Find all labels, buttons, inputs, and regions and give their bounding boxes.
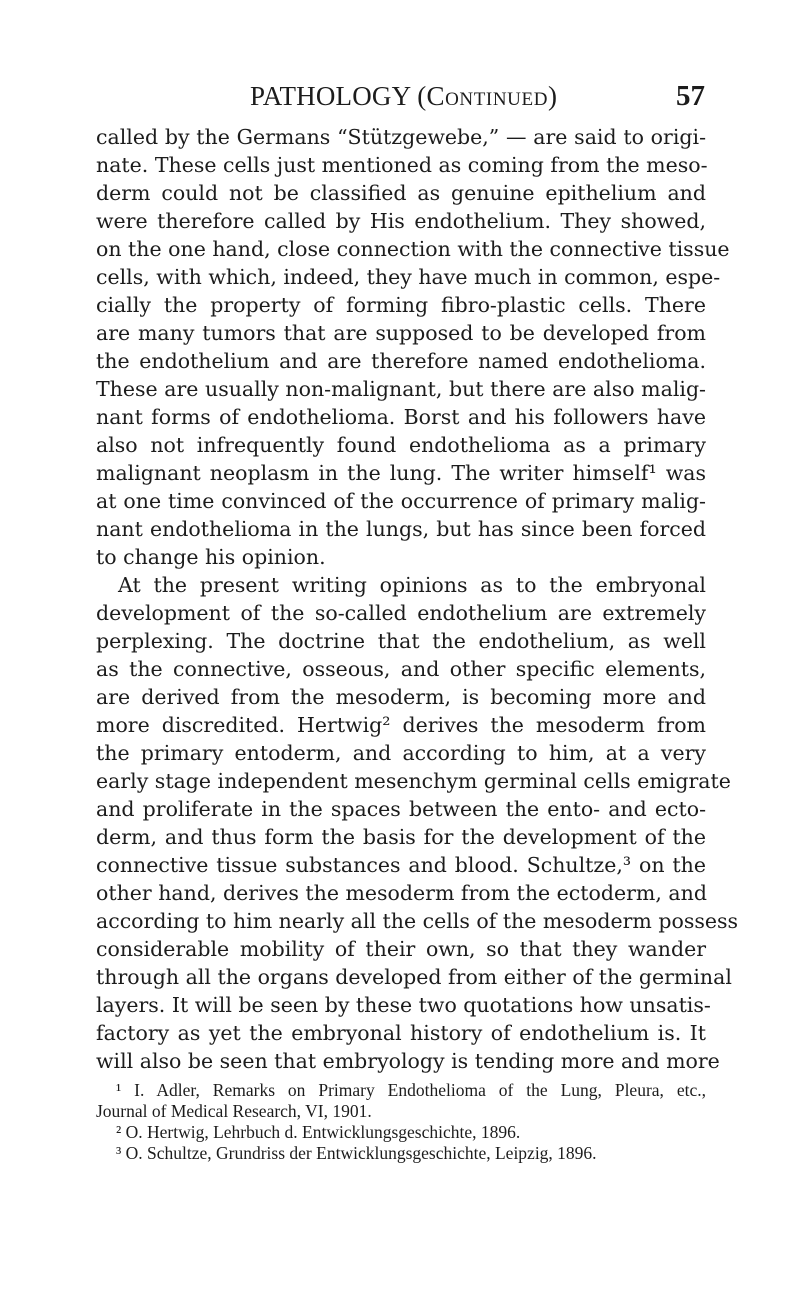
paragraph-start-line: At the present writing opinions as to the embryonal (118, 573, 706, 597)
page-number: 57 (676, 80, 705, 112)
text-line: connective tissue substances and blood. Schultze,³ on the (96, 853, 706, 877)
footnote-1: ¹ I. Adler, Remarks on Primary Endothelioma of the Lung, Pleura, etc., (116, 1080, 706, 1100)
text-line: nant forms of endothelioma. Borst and his followers have (96, 405, 706, 429)
text-line: cells, with which, indeed, they have much in common, espe- (96, 265, 721, 289)
footnote-1-continued: Journal of Medical Research, VI, 1901. (96, 1101, 372, 1121)
running-title-close: ) (548, 81, 558, 111)
text-line: considerable mobility of their own, so that they wander (96, 937, 706, 961)
text-line: factory as yet the embryonal history of endothelium is. It (96, 1021, 706, 1045)
text-line: are derived from the mesoderm, is becoming more and (96, 685, 706, 709)
text-line: at one time convinced of the occurrence of primary malig- (96, 489, 706, 513)
text-line: more discredited. Hertwig² derives the mesoderm from (96, 713, 706, 737)
footnotes (96, 1080, 706, 1164)
text-line: through all the organs developed from either of the germinal (96, 965, 732, 989)
text-line: malignant neoplasm in the lung. The writer himself¹ was (96, 461, 706, 485)
running-title-main: PATHOLOGY ( (250, 81, 427, 111)
running-title (250, 78, 557, 114)
paragraph-end-line: to change his opinion. (96, 545, 326, 569)
text-line: also not infrequently found endothelioma as a primary (96, 433, 706, 457)
text-line: nate. These cells just mentioned as coming from the meso- (96, 153, 708, 177)
text-line: derm could not be classified as genuine epithelium and (96, 181, 706, 205)
text-line: These are usually non-malignant, but there are also malig- (96, 377, 706, 401)
text-line: other hand, derives the mesoderm from the ectoderm, and (96, 881, 707, 905)
text-line: layers. It will be seen by these two quotations how unsatis- (96, 993, 711, 1017)
footnote-2: ² O. Hertwig, Lehrbuch d. Entwicklungsgeschichte, 1896. (116, 1122, 521, 1142)
text-line: according to him nearly all the cells of the mesoderm possess (96, 909, 739, 933)
text-line: on the one hand, close connection with the connective tissue (96, 237, 730, 261)
text-line: as the connective, osseous, and other specific elements, (96, 657, 706, 681)
text-line: early stage independent mesenchym germinal cells emigrate (96, 769, 731, 793)
text-line: nant endothelioma in the lungs, but has since been forced (96, 517, 706, 541)
text-line: development of the so-called endothelium are extremely (96, 601, 706, 625)
text-line: called by the Germans “Stützgewebe,” — are said to origi- (96, 125, 706, 149)
text-line: and proliferate in the spaces between the ento- and ecto- (96, 797, 706, 821)
text-line: are many tumors that are supposed to be developed from (96, 321, 706, 345)
text-line: derm, and thus form the basis for the development of the (96, 825, 706, 849)
text-line: cially the property of forming fibro-plastic cells. There (96, 293, 706, 317)
text-line: the endothelium and are therefore named endothelioma. (96, 349, 706, 373)
text-line: will also be seen that embryology is tending more and more (96, 1049, 720, 1073)
text-line: the primary entoderm, and according to him, at a very (96, 741, 706, 765)
running-title-continued: Continued (426, 81, 549, 111)
footnote-3: ³ O. Schultze, Grundriss der Entwicklungsgeschichte, Leipzig, 1896. (116, 1143, 597, 1163)
text-line: were therefore called by His endothelium. They showed, (96, 209, 706, 233)
body-text (96, 123, 739, 1075)
text-line: perplexing. The doctrine that the endothelium, as well (96, 629, 706, 653)
running-head (250, 78, 705, 114)
